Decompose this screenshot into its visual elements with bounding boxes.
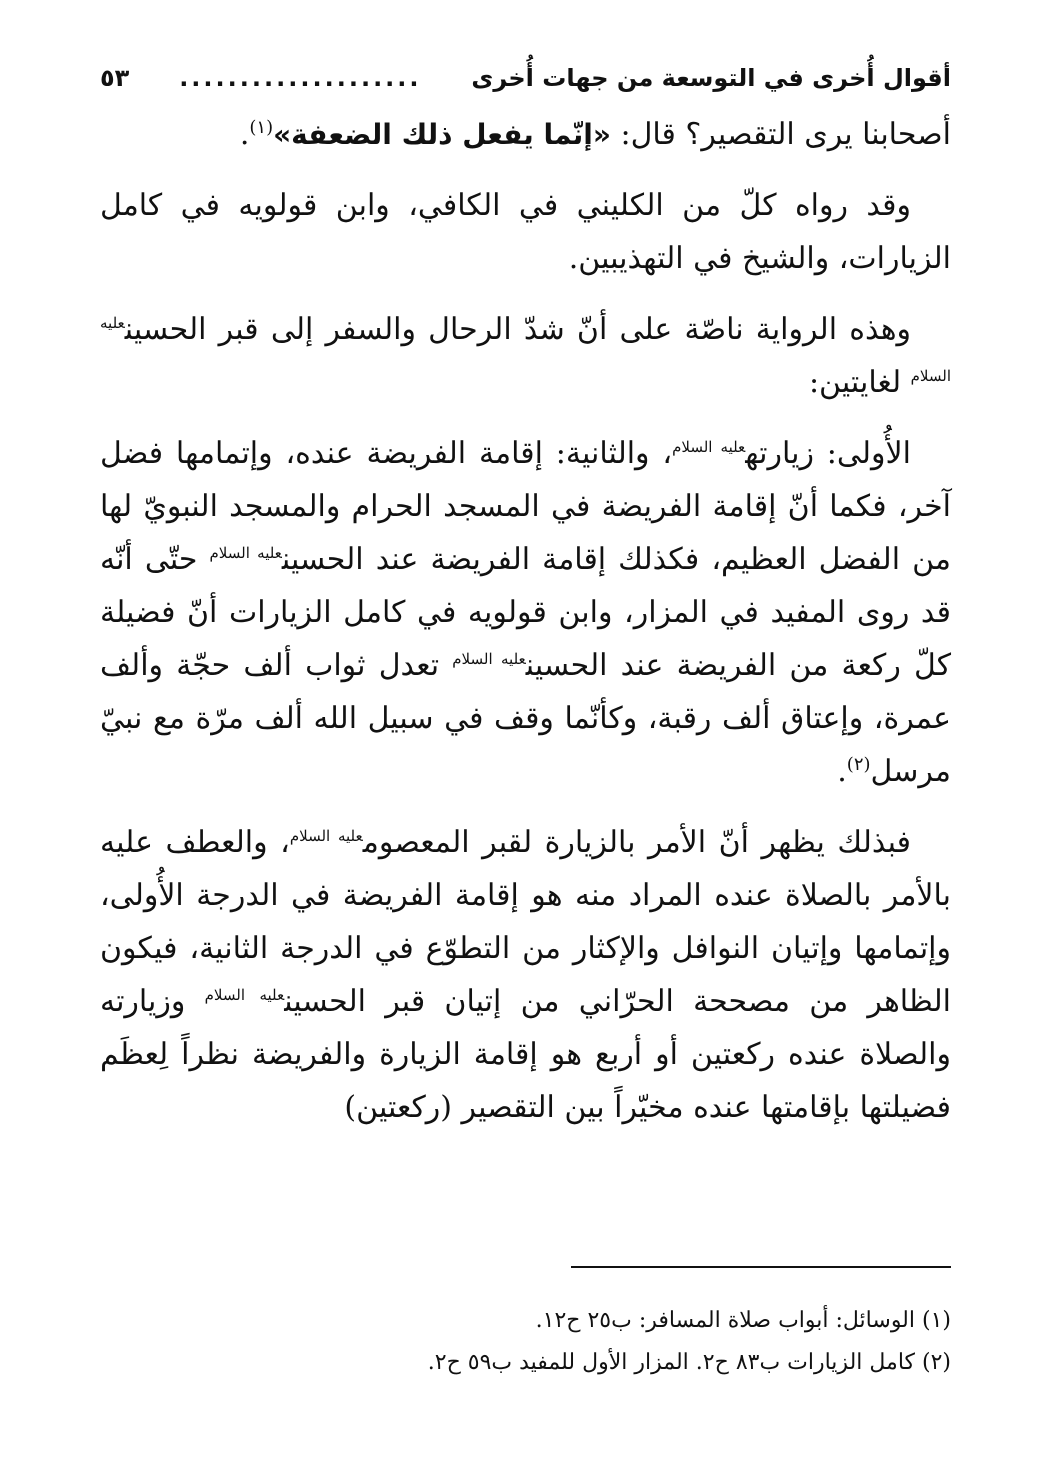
honorific-glyph: عليه السلام: [100, 314, 951, 385]
honorific-glyph: عليه السلام: [209, 544, 282, 562]
header-leader-dots: ....................: [179, 64, 422, 92]
paragraph-1: [100, 108, 951, 161]
main-text: [100, 108, 951, 1152]
honorific-glyph: عليه السلام: [452, 650, 526, 668]
paragraph-1-text: أصحابنا يرى التقصير؟ قال:: [610, 117, 951, 152]
paragraph-1-end: .: [239, 117, 250, 152]
quoted-hadith: «إنّما يفعل ذلك الضعفة»: [273, 118, 611, 151]
paragraph-4-end: .: [837, 754, 847, 789]
paragraph-4-part-b: ، والثانية: إقامة الفريضة عنده، وإتمامها فضل آخر، فكما أنّ إقامة الفريضة في المسجد الحرام والمسجد النبويّ لها من الفضل العظيم، فكذلك إقامة الفريضة عند الحسين: [100, 436, 951, 577]
paragraph-3: [100, 303, 951, 409]
footnote-2: (٢) كامل الزيارات ب٨٣ ح٢. المزار الأول للمفيد ب٥٩ ح٢.: [427, 1350, 951, 1375]
paragraph-5-part-a: فبذلك يظهر أنّ الأمر بالزيارة لقبر المعصوم: [362, 825, 912, 860]
paragraph-3-text: وهذه الرواية ناصّة على أنّ شدّ الرحال والسفر إلى قبر الحسين: [124, 312, 911, 347]
paragraph-5-part-c: وزيارته والصلاة عنده ركعتين أو أربع هو إقامة الزيارة والفريضة نظراً لِعظَم فضيلتها بإقامتها عنده مخيّراً بين التقصير (ركعتين): [100, 984, 951, 1125]
paragraph-2: وقد رواه كلّ من الكليني في الكافي، وابن قولويه في كامل الزيارات، والشيخ في التهذيبين.: [100, 188, 951, 276]
paragraph-5-part-b: ، والعطف عليه بالأمر بالصلاة عنده المراد منه هو إقامة الفريضة في الدرجة الأُولى، وإتمامها وإتيان النوافل والإكثار من التطوّع في الدرجة الثانية، فيكون الظاهر من مصححة الحرّاني من إتيان قبر الحسين: [100, 825, 951, 1019]
footnote-ref-1: (١): [249, 117, 274, 138]
paragraph-5: [100, 816, 951, 1134]
running-header: [100, 56, 951, 100]
paragraph-4-part-a: الأُولى: زيارته: [745, 436, 911, 471]
paragraph-4-part-d: تعدل ثواب ألف حجّة وألف عمرة، وإعتاق ألف رقبة، وكأنّما وقف في سبيل الله ألف مرّة مع نبيّ مرسل: [100, 648, 951, 789]
page-number: ٥٣: [100, 64, 130, 92]
honorific-glyph: عليه السلام: [289, 827, 363, 845]
footnote-divider: [571, 1266, 951, 1268]
paragraph-4: [100, 427, 951, 798]
header-title: أقوال أُخرى في التوسعة من جهات أُخرى: [471, 64, 951, 92]
honorific-glyph: عليه السلام: [672, 438, 746, 456]
paragraph-3-end: لغايتين:: [808, 365, 911, 400]
paragraph-4-part-c: حتّى أنّه قد روى المفيد في المزار، وابن قولويه في كامل الزيارات أنّ فضيلة كلّ ركعة من الفريضة عند الحسين: [100, 542, 951, 683]
footnotes: [100, 1300, 951, 1384]
honorific-glyph: عليه السلام: [204, 986, 285, 1004]
footnote-ref-2: (٢): [846, 754, 871, 775]
footnote-1: (١) الوسائل: أبواب صلاة المسافر: ب٢٥ ح١٢.: [535, 1308, 951, 1333]
